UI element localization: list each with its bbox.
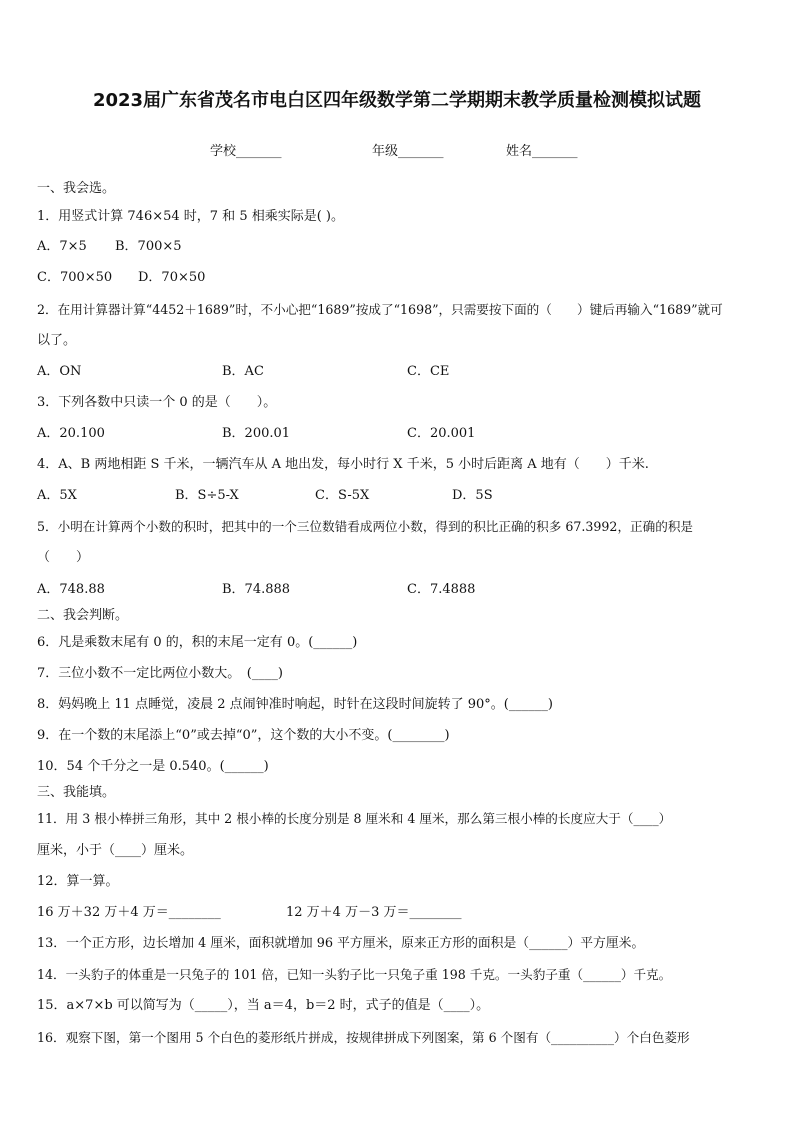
section-heading-choice: 一、我会选。 <box>37 181 116 196</box>
q4-option-a: A．5X <box>37 488 77 503</box>
question-16: 16．观察下图，第一个图用 5 个白色的菱形纸片拼成，按规律拼成下列图案，第 6 个图有（__________）个白色菱形 <box>37 1030 690 1045</box>
q5-option-a: A．748.88 <box>37 582 105 597</box>
q1-option-d: D．70×50 <box>138 270 206 285</box>
q3-option-c: C．20.001 <box>407 426 476 441</box>
q1-option-a: A．7×5 <box>37 239 87 254</box>
q4-option-b: B．S÷5-X <box>175 488 239 503</box>
question-2-line-1: 2．在用计算器计算“4452＋1689”时，不小心把“1689”按成了“1698”，只需要按下面的（ ）键后再输入“1689”就可 <box>37 302 723 317</box>
section-heading-fill: 三、我能填。 <box>37 785 116 800</box>
name-field: 姓名_______ <box>506 144 578 159</box>
question-14: 14．一头豹子的体重是一只兔子的 101 倍，已知一头豹子比一只兔子重 198 千克。一头豹子重（______）千克。 <box>37 967 672 982</box>
q5-option-b: B．74.888 <box>222 582 291 597</box>
grade-field: 年级_______ <box>372 144 444 159</box>
question-4: 4．A、B 两地相距 S 千米，一辆汽车从 A 地出发，每小时行 X 千米，5 小时后距离 A 地有（ ）千米. <box>37 457 649 472</box>
section-heading-judge: 二、我会判断。 <box>37 608 129 623</box>
q12-expression-2: 12 万＋4 万－3 万＝________ <box>286 905 462 920</box>
page-title: 2023届广东省茂名市电白区四年级数学第二学期期末教学质量检测模拟试题 <box>92 90 702 111</box>
question-7: 7．三位小数不一定比两位小数大。 (____) <box>37 666 283 681</box>
question-10: 10．54 个千分之一是 0.540。(______) <box>37 759 269 774</box>
q3-option-b: B．200.01 <box>222 426 291 441</box>
question-5-line-1: 5．小明在计算两个小数的积时，把其中的一个三位数错看成两位小数，得到的积比正确的积多 67.3992，正确的积是 <box>37 519 694 534</box>
question-1: 1．用竖式计算 746×54 时，7 和 5 相乘实际是( )。 <box>37 209 344 224</box>
question-3: 3．下列各数中只读一个 0 的是（ ）。 <box>37 395 277 410</box>
q1-option-c: C．700×50 <box>37 270 113 285</box>
question-11-line-2: 厘米，小于（____）厘米。 <box>37 843 194 858</box>
q2-option-b: B．AC <box>222 364 264 379</box>
q2-option-a: A．ON <box>37 364 82 379</box>
question-6: 6．凡是乘数末尾有 0 的，积的末尾一定有 0。(______) <box>37 635 358 650</box>
q1-option-b: B．700×5 <box>115 239 182 254</box>
question-12: 12．算一算。 <box>37 874 119 889</box>
question-8: 8．妈妈晚上 11 点睡觉，凌晨 2 点闹钟准时响起，时针在这段时间旋转了 90°。(______) <box>37 697 553 712</box>
q5-option-c: C．7.4888 <box>407 582 476 597</box>
q12-expression-1: 16 万＋32 万＋4 万＝________ <box>37 905 221 920</box>
question-11-line-1: 11．用 3 根小棒拼三角形，其中 2 根小棒的长度分别是 8 厘米和 4 厘米，那么第三根小棒的长度应大于（____） <box>37 811 672 826</box>
q4-option-c: C．S-5X <box>315 488 370 503</box>
q3-option-a: A．20.100 <box>37 426 105 441</box>
question-2-line-2: 以了。 <box>37 333 77 348</box>
q2-option-c: C．CE <box>407 364 450 379</box>
question-5-line-2: （ ） <box>37 550 90 565</box>
question-13: 13．一个正方形，边长增加 4 厘米，面积就增加 96 平方厘米，原来正方形的面积是（______）平方厘米。 <box>37 936 645 951</box>
question-15: 15．a×7×b 可以简写为（_____），当 a＝4，b＝2 时，式子的值是（____）。 <box>37 998 490 1013</box>
school-field: 学校_______ <box>210 144 282 159</box>
question-9: 9．在一个数的末尾添上“0”或去掉“0”，这个数的大小不变。(________) <box>37 728 450 743</box>
q4-option-d: D．5S <box>452 488 493 503</box>
